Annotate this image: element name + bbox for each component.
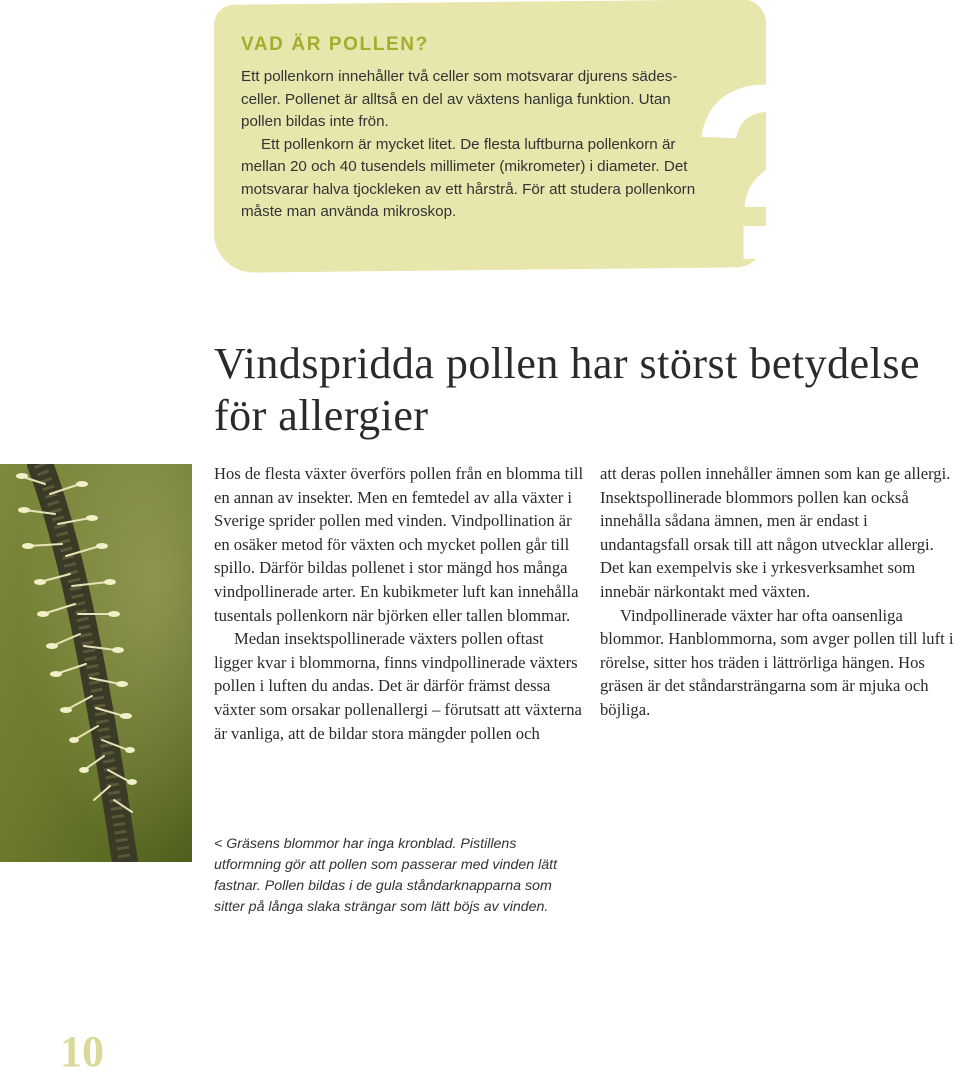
photo-caption: < Gräsens blommor har inga kronblad. Pistillens utformning gör att pollen som passerar med vinden lätt fastnar. Pollen bildas i de gula ståndarknapparna som sitter på långa slaka strängar som lätt böjs av vinden.	[214, 836, 558, 915]
info-box-paragraph: Ett pollenkorn innehåller två celler som motsvarar djurens sädes-celler. Pollenet är alltså en del av växtens hanliga funktion. Utan pollen bildas inte frön.	[241, 68, 678, 130]
body-column-2	[600, 462, 960, 722]
page-number: 10	[60, 1027, 104, 1076]
body-paragraph: Medan insektspollinerade växters pollen oftast ligger kvar i blommorna, finns vindpollinerade växters pollen i luften du andas. Det är därför främst dessa växter som orsakar pollenallergi – förutsatt att växterna är vanliga, att de bildar stora mängder pollen och	[214, 629, 582, 743]
body-column-1	[214, 462, 586, 745]
info-box-title: VAD ÄR POLLEN?	[241, 34, 429, 55]
section-heading: Vindspridda pollen har störst betydelse för allergier	[214, 339, 921, 440]
info-box-text	[241, 66, 711, 224]
body-paragraph: att deras pollen innehåller ämnen som kan ge allergi. Insektspollinerade blommors pollen kan också innehålla sådana ämnen, men är endast i undantagsfall orsak till att någon utvecklar allergi. Det kan exempelvis ske i yrkesverksamhet som innebär närkontakt med växten.	[600, 464, 951, 601]
body-paragraph: Vindpollinerade växter har ofta oansenliga blommor. Hanblommorna, som avger pollen till luft i rörelse, sitter hos träden i lättrörliga hängen. Hos gräsen är det ståndarsträngarna som är mjuka och böjliga.	[600, 605, 954, 719]
body-paragraph: Hos de flesta växter överförs pollen från en blomma till en annan av insekter. Men en femtedel av alla växter i Sverige sprider pollen med vinden. Vindpollination är en osäker metod för växten och mycket pollen går till spillo. Därför bildas pollenet i stor mängd hos många vindpollinerade arter. En kubikmeter luft kan innehålla tusentals pollenkorn när björken eller tallen blommar.	[214, 464, 584, 625]
question-mark-graphic: ?	[690, 33, 843, 312]
grass-flower-photo	[0, 464, 192, 862]
info-box-paragraph: Ett pollenkorn är mycket litet. De flesta luftburna pollenkorn är mellan 20 och 40 tusendels millimeter (mikrometer) i diameter. Det motsvarar halva tjockleken av ett hårstrå. För att studera pollenkorn måste man använda mikroskop.	[241, 135, 696, 220]
